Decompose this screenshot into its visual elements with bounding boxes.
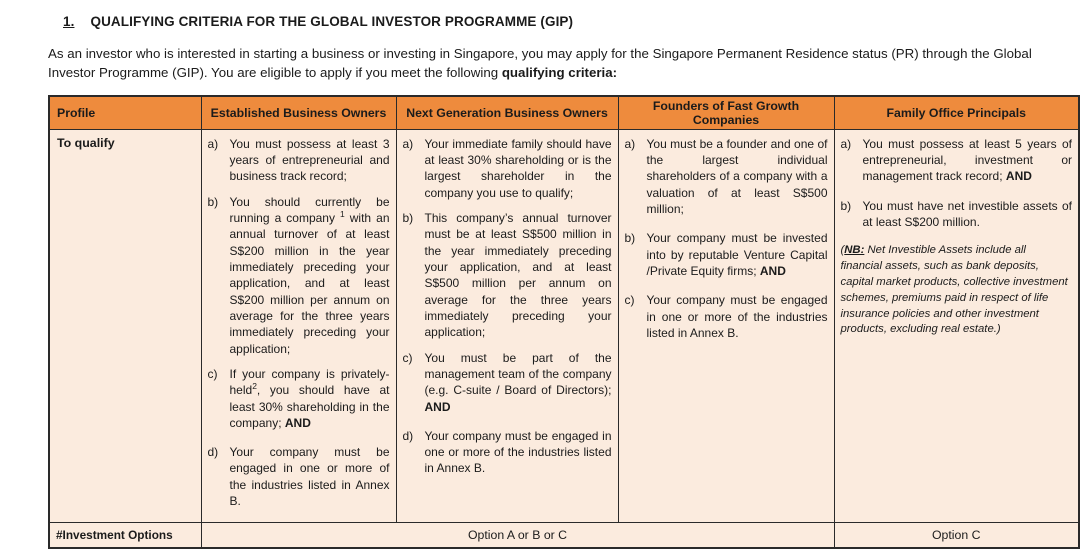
investment-option-c: Option C bbox=[834, 523, 1079, 549]
item-text bbox=[863, 136, 1073, 185]
cell-founders-of-fast-growth-companies bbox=[618, 129, 834, 523]
text-segment: with an annual turnover of at least S$200 million in the year immediately preceding your application, and at least S$200 million per annum on average for the three years immediately preceding your application; bbox=[229, 211, 390, 356]
criteria-item-a bbox=[208, 136, 390, 185]
item-marker: d) bbox=[402, 428, 414, 443]
criteria-item-c bbox=[208, 366, 390, 431]
row-label-investment-options: #Investment Options bbox=[49, 523, 201, 549]
item-text bbox=[647, 136, 828, 218]
text-segment: AND bbox=[1005, 169, 1032, 184]
item-marker: a) bbox=[402, 136, 414, 151]
item-text bbox=[647, 292, 828, 341]
text-segment: If your company is privately-held bbox=[229, 366, 390, 398]
text-segment: You must possess at least 5 years of entrepreneurial, investment or management track record; bbox=[862, 136, 1072, 184]
item-text bbox=[230, 194, 390, 357]
item-marker: c) bbox=[207, 366, 218, 381]
item-marker: b) bbox=[624, 231, 636, 246]
text-segment: You should currently be running a company bbox=[229, 194, 390, 226]
investment-option-a-b-c: Option A or B or C bbox=[201, 523, 834, 549]
criteria-item-b bbox=[841, 198, 1073, 231]
col-header-profile: Profile bbox=[49, 96, 201, 130]
col-header-family-office-principals: Family Office Principals bbox=[834, 96, 1079, 130]
item-text bbox=[230, 136, 390, 185]
criteria-item-a bbox=[403, 136, 612, 201]
criteria-item-a bbox=[625, 136, 828, 218]
criteria-item-a bbox=[841, 136, 1073, 185]
to-qualify-row bbox=[49, 129, 1079, 523]
item-marker: a) bbox=[840, 136, 852, 151]
section-title-text: QUALIFYING CRITERIA FOR THE GLOBAL INVESTOR PROGRAMME (GIP) bbox=[90, 14, 574, 29]
text-segment: Your company must be engaged in one or more of the industries listed in Annex B. bbox=[646, 293, 828, 340]
text-segment: , you should have at least 30% shareholding in the company; bbox=[229, 383, 390, 430]
item-marker: a) bbox=[624, 136, 636, 151]
investment-options-row bbox=[49, 523, 1079, 549]
item-marker: d) bbox=[207, 445, 219, 460]
text-segment: AND bbox=[424, 399, 451, 414]
item-text bbox=[425, 210, 612, 341]
text-segment: AND bbox=[759, 264, 786, 278]
cell-next-generation-business-owners bbox=[396, 129, 618, 523]
item-marker: a) bbox=[207, 136, 219, 151]
text-segment: As an investor who is interested in starting a business or investing in Singapore, you may apply for the Singapore Permanent Residence status (PR) through the Global Investor Programme (GIP). You are eligible to apply if you meet the following bbox=[48, 46, 1032, 81]
item-marker: b) bbox=[207, 194, 219, 209]
qualifying-criteria-table bbox=[48, 95, 1080, 549]
text-segment: 2 bbox=[252, 381, 257, 392]
text-segment: 1 bbox=[340, 209, 345, 220]
item-text bbox=[230, 444, 390, 509]
col-header-established-business-owners: Established Business Owners bbox=[201, 96, 396, 130]
text-segment: This company’s annual turnover must be at least S$500 million in the year immediately preceding your application, and at least S$500 million per annum on average for the three years immediately preceding your application; bbox=[424, 211, 612, 340]
col-header-founders-of-fast-growth-companies: Founders of Fast Growth Companies bbox=[618, 96, 834, 130]
item-text bbox=[425, 428, 612, 477]
item-text bbox=[647, 230, 828, 279]
text-segment: Your company must be engaged in one or more of the industries listed in Annex B. bbox=[424, 428, 612, 476]
item-text bbox=[425, 136, 612, 201]
row-label-to-qualify: To qualify bbox=[49, 129, 201, 523]
cell-established-business-owners bbox=[201, 129, 396, 523]
text-segment: Your company must be engaged in one or more of the industries listed in Annex B. bbox=[229, 445, 390, 509]
text-segment: You must be part of the management team of the company (e.g. C-suite / Board of Directors); bbox=[424, 350, 612, 398]
text-segment: Your immediate family should have at least 30% shareholding or is the largest shareholder in the company you use to qualify; bbox=[424, 136, 612, 200]
text-segment: qualifying criteria: bbox=[501, 65, 618, 81]
text-segment: You must have net investible assets of at least S$200 million. bbox=[862, 198, 1072, 230]
text-segment: AND bbox=[284, 415, 311, 430]
criteria-item-b bbox=[403, 210, 612, 341]
intro-paragraph bbox=[48, 44, 1062, 83]
text-segment: You must possess at least 3 years of entrepreneurial and business track record; bbox=[229, 136, 390, 184]
col-header-next-generation-business-owners: Next Generation Business Owners bbox=[396, 96, 618, 130]
item-marker: c) bbox=[624, 293, 635, 308]
net-investible-assets-note bbox=[841, 243, 1073, 338]
criteria-item-b bbox=[625, 230, 828, 279]
section-title bbox=[63, 14, 1078, 29]
criteria-item-c bbox=[403, 350, 612, 415]
item-text bbox=[863, 198, 1073, 231]
text-segment: Your company must be invested into by reputable Venture Capital /Private Equity firms; bbox=[646, 231, 828, 278]
text-segment: You must be a founder and one of the largest individual shareholders of a company with a valuation of at least S$500 million; bbox=[646, 136, 828, 217]
cell-family-office-principals bbox=[834, 129, 1079, 523]
section-number: 1. bbox=[63, 14, 75, 29]
text-segment: Net Investible Assets include all financial assets, such as bank deposits, capital market products, collective investment schemes, premiums paid in respect of life insurance policies and other investment products, excluding real estate.) bbox=[840, 244, 1068, 336]
item-marker: c) bbox=[402, 350, 413, 365]
criteria-item-d bbox=[403, 428, 612, 477]
item-text bbox=[425, 350, 612, 415]
text-segment: NB: bbox=[844, 244, 865, 257]
item-marker: b) bbox=[840, 198, 852, 213]
item-text bbox=[230, 366, 390, 431]
criteria-item-c bbox=[625, 292, 828, 341]
table-header-row bbox=[49, 96, 1079, 130]
criteria-item-d bbox=[208, 444, 390, 509]
criteria-item-b bbox=[208, 194, 390, 357]
item-marker: b) bbox=[402, 211, 414, 226]
text-segment: ( bbox=[840, 244, 845, 257]
